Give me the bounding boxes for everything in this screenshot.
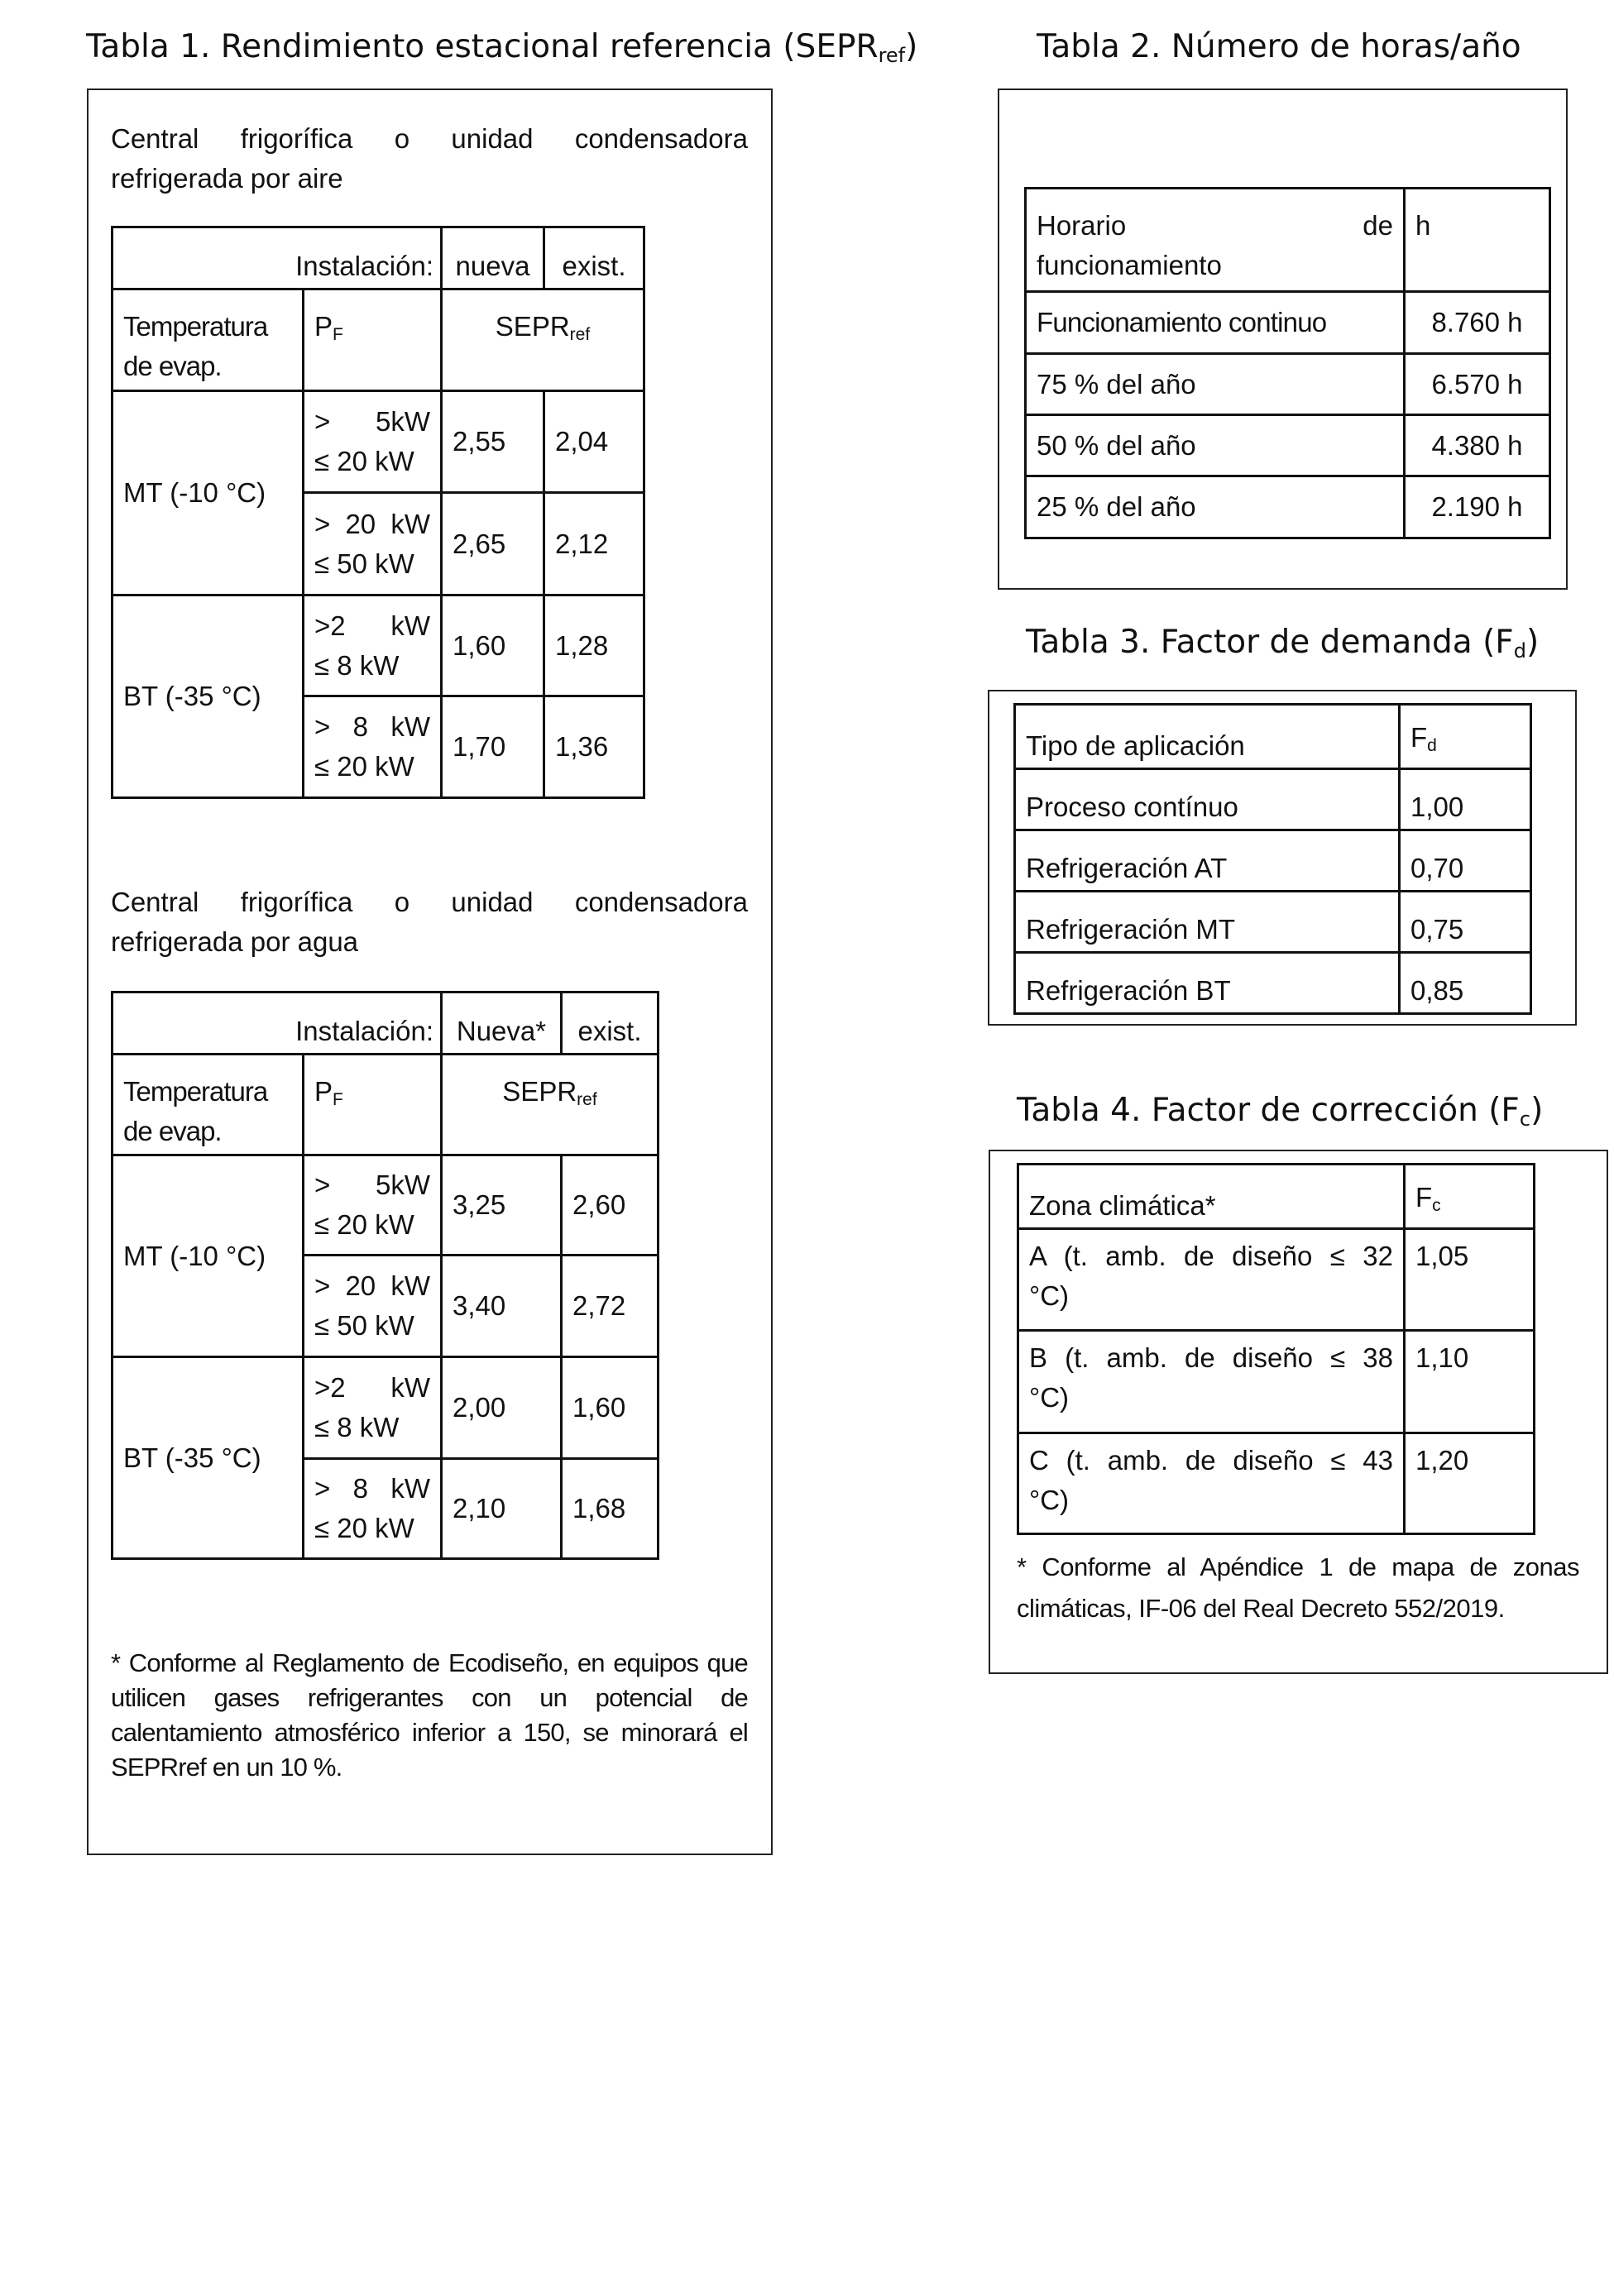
table-row [1018,1433,1535,1534]
row-value: 8.760 h [1405,292,1550,354]
table4-title: Tabla 4. Factor de corrección $(F_c)$ [1017,1092,1544,1131]
table-row [113,391,644,493]
sepr-existing: 1,68 [562,1459,659,1559]
table-row [1026,292,1550,354]
col-pf: $P_F$ [304,289,442,391]
table-row [1026,476,1550,538]
row-label: Funcionamiento continuo [1026,292,1405,354]
sepr-existing: 2,12 [544,493,644,596]
col-new: Nueva* [442,993,562,1055]
table2-title: Tabla 2. Número de horas/año [1037,28,1521,65]
pf-range: > 5kW ≤ 20 kW [304,391,442,493]
col-sepr: $SEPR_{ref}$ [442,1055,659,1155]
pf-range: >2 kW ≤ 8 kW [304,596,442,696]
table3-title: Tabla 3. Factor de demanda $(F_d)$ [1026,624,1540,662]
table2-table [1024,187,1551,539]
table-row [113,1155,659,1256]
col-pf: $P_F$ [304,1055,442,1155]
row-value: 0,70 [1400,830,1531,892]
col-new: nueva [442,227,544,289]
sepr-new: 1,60 [442,596,544,696]
installation-label: Instalación: [113,993,442,1055]
row-value: 6.570 h [1405,354,1550,415]
row-label: B (t. amb. de diseño ≤ 38 °C) [1018,1331,1405,1433]
row-value: 1,10 [1405,1331,1535,1433]
header-hours: h [1405,189,1550,292]
col-existing: exist. [562,993,659,1055]
header-climate-zone: Zona climática* [1018,1165,1405,1229]
table-row [1018,1331,1535,1433]
table1-water-subheader-row [113,1055,659,1155]
table-row [1026,415,1550,476]
sepr-existing: 2,04 [544,391,644,493]
header-schedule: Horario de funcionamiento [1026,189,1405,292]
table1-air-table [111,226,645,799]
col-existing: exist. [544,227,644,289]
table1-air-subheader-row [113,289,644,391]
pf-range: > 20 kW ≤ 50 kW [304,493,442,596]
table1-title: Tabla 1. Rendimiento estacional referencia $(SEPR_{ref})$ [86,28,918,67]
sepr-existing: 2,72 [562,1256,659,1357]
sepr-new: 2,10 [442,1459,562,1559]
temp-group-bt: BT (-35 °C) [113,1357,304,1559]
table1-water-header-row [113,993,659,1055]
temp-group-mt: MT (-10 °C) [113,1155,304,1357]
col-temperature: Temperatura de evap. [113,289,304,391]
pf-range: >2 kW ≤ 8 kW [304,1357,442,1459]
table4-header-row [1018,1165,1535,1229]
table-row [1015,892,1531,953]
table-row [1018,1229,1535,1331]
row-label: C (t. amb. de diseño ≤ 43 °C) [1018,1433,1405,1534]
header-fd: $F_d$ [1400,705,1531,769]
col-temperature: Temperatura de evap. [113,1055,304,1155]
sepr-existing: 2,60 [562,1155,659,1256]
pf-range: > 5kW ≤ 20 kW [304,1155,442,1256]
table-row [1015,953,1531,1014]
pf-range: > 20 kW ≤ 50 kW [304,1256,442,1357]
table1-water-table [111,991,659,1560]
row-label: Proceso contínuo [1015,769,1400,830]
table2-header-row [1026,189,1550,292]
table-row [1015,769,1531,830]
pf-range: > 8 kW ≤ 20 kW [304,696,442,798]
table1-air-intro: Central frigorífica o unidad condensadora refrigerada por aire [111,123,748,194]
sepr-existing: 1,28 [544,596,644,696]
row-label: 75 % del año [1026,354,1405,415]
row-value: 1,20 [1405,1433,1535,1534]
temp-group-bt: BT (-35 °C) [113,596,304,798]
row-label: A (t. amb. de diseño ≤ 32 °C) [1018,1229,1405,1331]
row-label: Refrigeración MT [1015,892,1400,953]
table4-table [1017,1163,1535,1535]
sepr-new: 1,70 [442,696,544,798]
row-label: 25 % del año [1026,476,1405,538]
sepr-existing: 1,36 [544,696,644,798]
sepr-new: 3,40 [442,1256,562,1357]
table3-header-row [1015,705,1531,769]
row-value: 0,85 [1400,953,1531,1014]
table1-air-header-row [113,227,644,289]
header-fc: $F_c$ [1405,1165,1535,1229]
sepr-new: 2,65 [442,493,544,596]
table-row [113,596,644,696]
row-value: 2.190 h [1405,476,1550,538]
table1-footnote: * Conforme al Reglamento de Ecodiseño, en equipos que utilicen gases refrigerantes con un potencial de calentamiento atmosférico inferior a 150, se minorará el SEPRref en un 10 %. [111,1648,748,1782]
table4-footnote: * Conforme al Apéndice 1 de mapa de zonas climáticas, IF-06 del Real Decreto 552/2019. [1017,1552,1579,1623]
table1-water-intro: Central frigorífica o unidad condensadora refrigerada por agua [111,887,748,957]
row-value: 4.380 h [1405,415,1550,476]
pf-range: > 8 kW ≤ 20 kW [304,1459,442,1559]
header-application-type: Tipo de aplicación [1015,705,1400,769]
row-label: Refrigeración BT [1015,953,1400,1014]
table-row [113,1357,659,1459]
row-value: 1,05 [1405,1229,1535,1331]
row-value: 0,75 [1400,892,1531,953]
table-row [1015,830,1531,892]
sepr-existing: 1,60 [562,1357,659,1459]
sepr-new: 2,00 [442,1357,562,1459]
col-sepr: $SEPR_{ref}$ [442,289,644,391]
sepr-new: 3,25 [442,1155,562,1256]
sepr-new: 2,55 [442,391,544,493]
row-value: 1,00 [1400,769,1531,830]
row-label: Refrigeración AT [1015,830,1400,892]
table-row [1026,354,1550,415]
temp-group-mt: MT (-10 °C) [113,391,304,596]
row-label: 50 % del año [1026,415,1405,476]
table3-table [1013,703,1532,1015]
installation-label: Instalación: [113,227,442,289]
